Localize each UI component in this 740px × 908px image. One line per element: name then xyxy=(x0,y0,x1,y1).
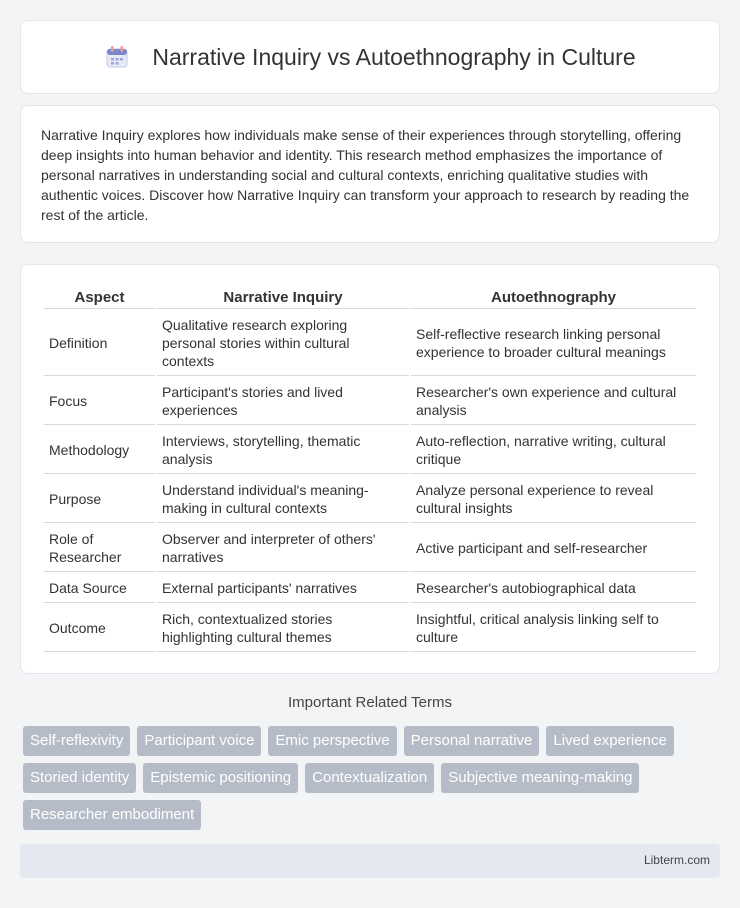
table-cell: External participants' narratives xyxy=(157,574,409,603)
term-tag[interactable]: Lived experience xyxy=(546,726,673,756)
table-header-row xyxy=(44,287,696,309)
table-cell: Researcher's autobiographical data xyxy=(411,574,696,603)
table-cell: Role of Researcher xyxy=(44,525,155,572)
page-title: Narrative Inquiry vs Autoethnography in Culture xyxy=(152,43,636,70)
column-header-autoethnography: Autoethnography xyxy=(411,287,696,309)
table-cell: Analyze personal experience to reveal cultural insights xyxy=(411,476,696,523)
term-tag[interactable]: Researcher embodiment xyxy=(23,800,201,830)
related-terms-title: Important Related Terms xyxy=(288,694,452,711)
term-tag[interactable]: Subjective meaning-making xyxy=(441,763,639,793)
calendar-icon xyxy=(104,44,130,70)
term-tag[interactable]: Storied identity xyxy=(23,763,136,793)
table-cell: Insightful, critical analysis linking self to culture xyxy=(411,605,696,652)
table-cell: Participant's stories and lived experiences xyxy=(157,378,409,425)
table-cell: Auto-reflection, narrative writing, cultural critique xyxy=(411,427,696,474)
table-cell: Outcome xyxy=(44,605,155,652)
table-row xyxy=(44,605,696,652)
table-cell: Purpose xyxy=(44,476,155,523)
related-terms-list xyxy=(23,726,723,837)
table-row xyxy=(44,525,696,572)
term-tag[interactable]: Epistemic positioning xyxy=(143,763,298,793)
term-tag[interactable]: Personal narrative xyxy=(404,726,540,756)
table-row xyxy=(44,427,696,474)
table-cell: Active participant and self-researcher xyxy=(411,525,696,572)
table-cell: Definition xyxy=(44,311,155,376)
table-cell: Focus xyxy=(44,378,155,425)
table-row xyxy=(44,378,696,425)
table-cell: Rich, contextualized stories highlighting cultural themes xyxy=(157,605,409,652)
term-tag[interactable]: Contextualization xyxy=(305,763,434,793)
table-cell: Self-reflective research linking personal experience to broader cultural meanings xyxy=(411,311,696,376)
table-cell: Methodology xyxy=(44,427,155,474)
intro-text: Narrative Inquiry explores how individuals make sense of their experiences through storytelling, offering deep insights into human behavior and identity. This research method emphasizes the importance of personal narratives in understanding social and cultural contexts, enriching qualitative studies with authentic voices. Discover how Narrative Inquiry can transform your approach to research by reading the rest of the article. xyxy=(41,127,690,223)
table-cell: Interviews, storytelling, thematic analysis xyxy=(157,427,409,474)
comparison-table-card xyxy=(20,264,720,674)
intro-card xyxy=(20,105,720,243)
footer xyxy=(20,844,720,878)
comparison-table xyxy=(42,285,698,654)
term-tag[interactable]: Participant voice xyxy=(137,726,261,756)
table-cell: Qualitative research exploring personal stories within cultural contexts xyxy=(157,311,409,376)
table-row xyxy=(44,574,696,603)
term-tag[interactable]: Emic perspective xyxy=(268,726,396,756)
table-cell: Observer and interpreter of others' narratives xyxy=(157,525,409,572)
table-cell: Data Source xyxy=(44,574,155,603)
footer-brand[interactable]: Libterm.com xyxy=(643,853,710,867)
table-row xyxy=(44,476,696,523)
column-header-narrative-inquiry: Narrative Inquiry xyxy=(157,287,409,309)
table-row xyxy=(44,311,696,376)
table-cell: Understand individual's meaning-making in cultural contexts xyxy=(157,476,409,523)
term-tag[interactable]: Self-reflexivity xyxy=(23,726,130,756)
column-header-aspect: Aspect xyxy=(44,287,155,309)
header-card xyxy=(20,20,720,94)
table-cell: Researcher's own experience and cultural analysis xyxy=(411,378,696,425)
